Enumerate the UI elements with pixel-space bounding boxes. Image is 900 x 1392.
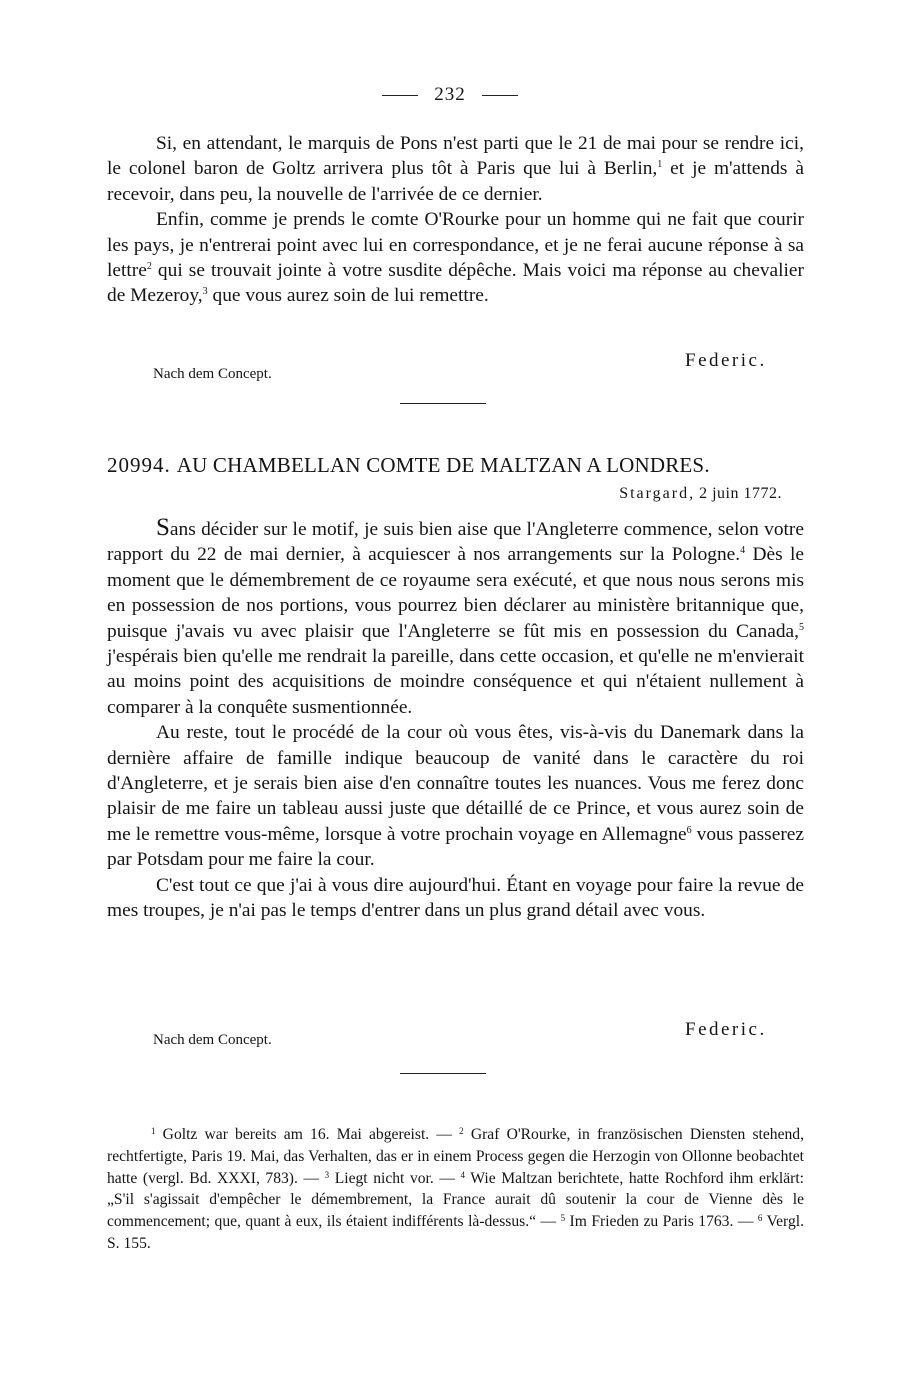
footnote-marker: 1: [151, 1126, 156, 1136]
paragraph: Sans décider sur le motif, je suis bien aise que l'Angleterre commence, selon votre rapport du 22 de mai dernier, à acquiescer à nos arrangements sur la Pologne.$^4$ Dès le moment que le démembrement de ce royaume sera exécuté, et que nous nous serons mis en possession de nos portions, vous pourrez bien déclarer au ministère britannique que, puisque j'avais vu avec plaisir que l'Angleterre se fût mis en possession du Canada,$^5$ j'espérais bien qu'elle me rendrait la pareille, dans cette occasion, et qu'elle ne m'envierait au moins point des acquisitions de moindre conséquence et qui n'étaient nullement à comparer à la conquête susmentionnée.: [107, 514, 804, 718]
source-note: Nach dem Concept.: [153, 366, 272, 382]
footnote-marker: 1: [657, 159, 663, 171]
footnote-marker: 2: [459, 1126, 464, 1136]
paragraph: Si, en attendant, le marquis de Pons n'est parti que le 21 de mai pour se rendre ici, le colonel baron de Goltz arrivera plus tôt à Paris que lui à Berlin,$^1$ et je m'attends à recevoir, dans peu, la nouvelle de l'arrivée de ce dernier.: [107, 133, 804, 205]
dateline: [619, 485, 782, 503]
page-number: 232: [434, 84, 466, 105]
section-divider: [400, 1073, 486, 1074]
letter-title: AU CHAMBELLAN COMTE DE MALTZAN A LONDRES.: [176, 453, 710, 477]
footnotes: $^1$ Goltz war bereits am 16. Mai abgereist. — $^2$ Graf O'Rourke, in französischen Diensten stehend, rechtfertigte, Paris 19. Mai, das Verhalten, das er in einem Process gegen die Herzogin von Ollonne beobachtet hatte (vergl. Bd. XXXI, 783). — $^3$ Liegt nicht vor. — $^4$ Wie Maltzan berichtete, hatte Rochford ihm erklärt: „S'il s'agissait d'empêcher le démembrement, la France aurait dû soutenir la cour de Vienne dès le commencement; que, quant à eux, ils étaient indifférents là-dessus.“ — $^5$ Im Frieden zu Paris 1763. — $^6$ Vergl. S. 155.: [107, 1126, 805, 1252]
footnote-marker: 5: [560, 1213, 566, 1224]
letter-body: [107, 515, 804, 924]
footnote-marker: 6: [757, 1213, 763, 1224]
paragraph: C'est tout ce que j'ai à vous dire aujourd'hui. Étant en voyage pour faire la revue de mes troupes, je n'ai pas le temps d'entrer dans un plus grand détail avec vous.: [107, 874, 804, 922]
footnote-marker: 3: [202, 286, 208, 298]
footnote-marker: 6: [686, 824, 692, 836]
signature: Federic.: [685, 1019, 767, 1040]
dateline-place: Stargard,: [619, 485, 696, 502]
footnote-marker: 3: [324, 1169, 330, 1180]
letter-continuation: [107, 131, 804, 309]
paragraph: Enfin, comme je prends le comte O'Rourke pour un homme qui ne fait que courir les pays, je n'entrerai point avec lui en correspondance, et je ne ferai aucune réponse à sa lettre$^2$ qui se trouvait jointe à votre susdite dépêche. Mais voici ma réponse au chevalier de Mezeroy,$^3$ que vous aurez soin de lui remettre.: [107, 209, 804, 307]
footnote-marker: 2: [146, 261, 152, 273]
dateline-date: 2 juin 1772.: [699, 485, 782, 502]
letter-heading: [107, 453, 804, 478]
section-divider: [400, 403, 486, 404]
footnote-marker: 4: [740, 545, 746, 557]
letter-number: 20994.: [107, 453, 171, 477]
source-note: Nach dem Concept.: [153, 1032, 272, 1048]
header-dash-right: [482, 95, 518, 96]
signature: Federic.: [685, 350, 767, 371]
paragraph: Au reste, tout le procédé de la cour où vous êtes, vis-à-vis du Danemark dans la dernière affaire de famille indique beaucoup de vanité dans le caractère du roi d'Angleterre, et je serais bien aise d'en connaître toutes les nuances. Vous me ferez donc plaisir de me faire un tableau aussi juste que détaillé de ce Prince, et vous aurez soin de me le remettre vous-même, lorsque à votre prochain voyage en Allemagne$^6$ vous passerez par Potsdam pour me faire la cour.: [107, 722, 805, 871]
page-header: [0, 84, 900, 106]
footnote-marker: 4: [460, 1169, 466, 1180]
header-dash-left: [382, 95, 418, 96]
footnote-marker: 5: [799, 621, 804, 633]
